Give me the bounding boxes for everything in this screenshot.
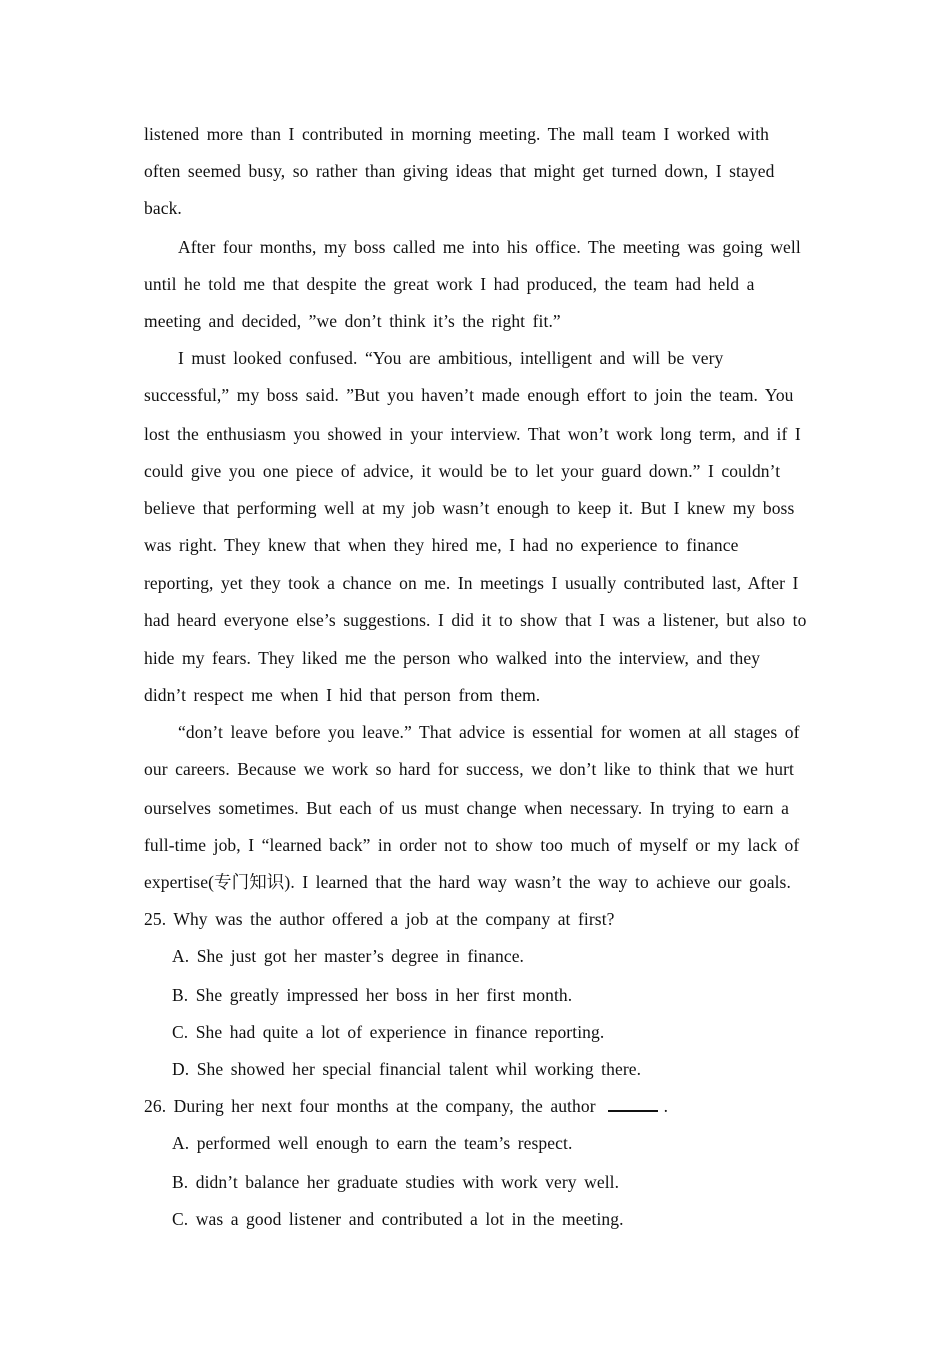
passage-line: had heard everyone else’s suggestions. I did it to show that I was a listener, but also to bbox=[144, 610, 807, 630]
passage-line: ourselves sometimes. But each of us must change when necessary. In trying to earn a bbox=[144, 798, 789, 818]
passage-line: meeting and decided, ”we don’t think it’s the right fit.” bbox=[144, 311, 561, 331]
answer-option: A. performed well enough to earn the team’s respect. bbox=[172, 1133, 573, 1153]
passage-line: lost the enthusiasm you showed in your interview. That won’t work long term, and if I bbox=[144, 424, 801, 444]
passage-line: was right. They knew that when they hired me, I had no experience to finance bbox=[144, 535, 739, 555]
passage-line: After four months, my boss called me into his office. The meeting was going well bbox=[178, 237, 801, 257]
blank-suffix: . bbox=[663, 1096, 669, 1116]
passage-line: hide my fears. They liked me the person who walked into the interview, and they bbox=[144, 648, 761, 668]
question-stem: 25. Why was the author offered a job at the company at first? bbox=[144, 909, 615, 929]
passage-line: didn’t respect me when I hid that person from them. bbox=[144, 685, 541, 705]
answer-option: B. didn’t balance her graduate studies with work very well. bbox=[172, 1172, 620, 1192]
passage-line: could give you one piece of advice, it would be to let your guard down.” I couldn’t bbox=[144, 461, 781, 481]
question-stem-row bbox=[144, 1095, 668, 1117]
passage-line: back. bbox=[144, 198, 182, 218]
answer-option: C. She had quite a lot of experience in finance reporting. bbox=[172, 1022, 605, 1042]
answer-option: D. She showed her special financial talent whil working there. bbox=[172, 1059, 642, 1079]
passage-line: reporting, yet they took a chance on me. In meetings I usually contributed last, After I bbox=[144, 573, 799, 593]
passage-line: I must looked confused. “You are ambitious, intelligent and will be very bbox=[178, 348, 724, 368]
answer-option: C. was a good listener and contributed a lot in the meeting. bbox=[172, 1209, 624, 1229]
passage-line: “don’t leave before you leave.” That advice is essential for women at all stages of bbox=[178, 722, 800, 742]
passage-line: our careers. Because we work so hard for success, we don’t like to think that we hurt bbox=[144, 759, 795, 779]
answer-option: B. She greatly impressed her boss in her first month. bbox=[172, 985, 573, 1005]
passage-line: often seemed busy, so rather than giving ideas that might get turned down, I stayed bbox=[144, 161, 775, 181]
passage-line: until he told me that despite the great work I had produced, the team had held a bbox=[144, 274, 755, 294]
passage-line: successful,” my boss said. ”But you haven’t made enough effort to join the team. You bbox=[144, 385, 794, 405]
passage-line: expertise(专门知识). I learned that the hard way wasn’t the way to achieve our goals. bbox=[144, 872, 791, 892]
passage-line: listened more than I contributed in morning meeting. The mall team I worked with bbox=[144, 124, 770, 144]
answer-blank bbox=[608, 1096, 658, 1112]
answer-option: A. She just got her master’s degree in finance. bbox=[172, 946, 525, 966]
passage-line: believe that performing well at my job wasn’t enough to keep it. But I knew my boss bbox=[144, 498, 795, 518]
passage-line: full-time job, I “learned back” in order not to show too much of myself or my lack of bbox=[144, 835, 800, 855]
question-stem: 26. During her next four months at the company, the author bbox=[144, 1096, 596, 1116]
